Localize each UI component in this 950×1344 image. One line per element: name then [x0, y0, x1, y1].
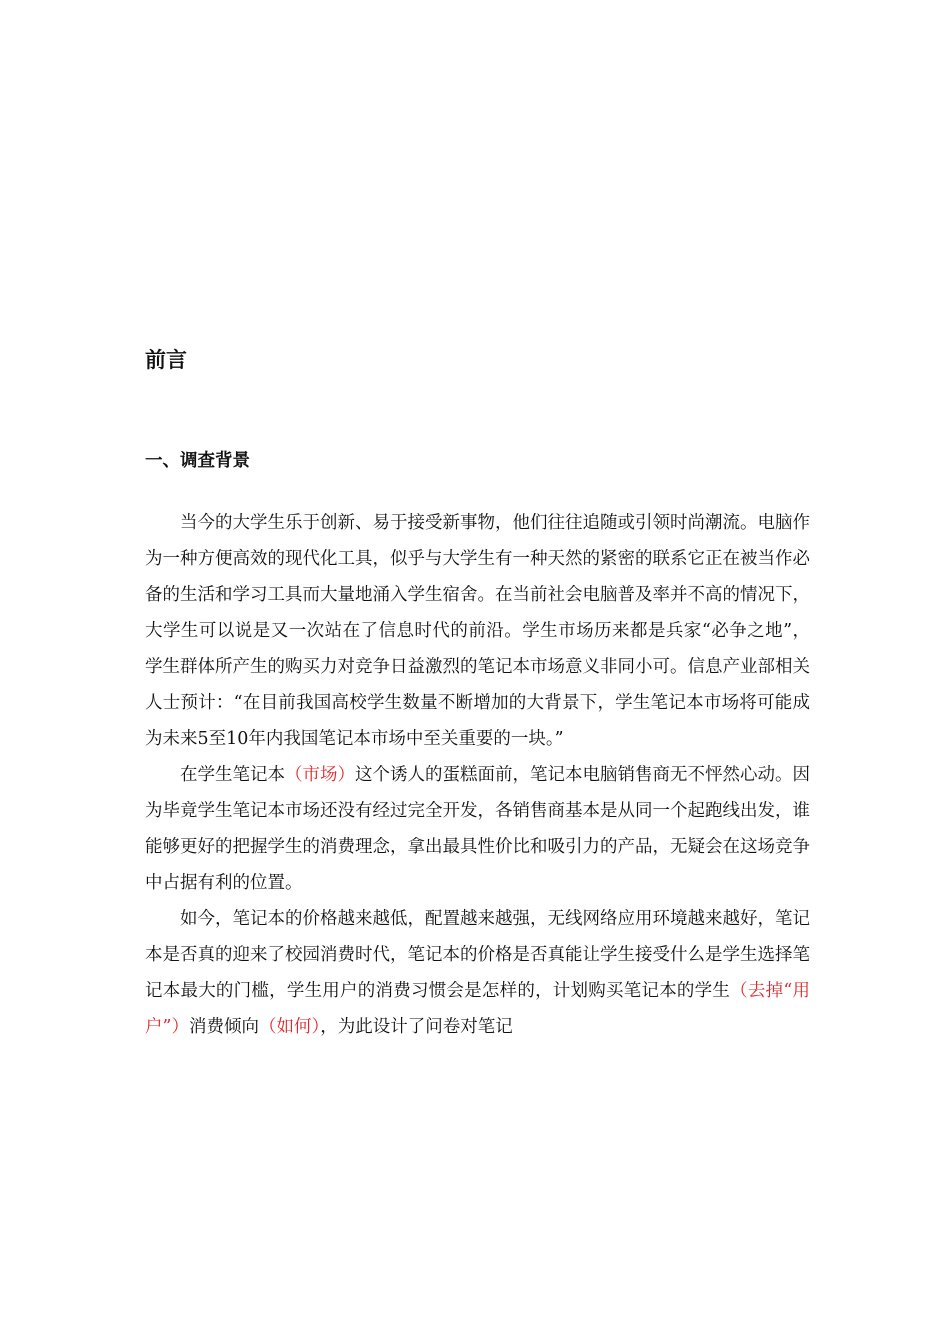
paragraph-background: [145, 505, 810, 757]
paragraph-text: 这个诱人的蛋糕面前，笔记本电脑销售商无不怦然心动。因为毕竟学生笔记本市场还没有经过完全开发，各销售商基本是从同一个起跑线出发，谁能够更好的把握学生的消费理念，拿出最具性价比和吸引力的产品，无疑会在这场竞争中占据有利的位置。: [145, 765, 810, 893]
body-text: [145, 505, 810, 1045]
paragraph-consumption: [145, 901, 810, 1045]
edit-annotation: （市场）: [285, 765, 355, 785]
paragraph-text: 消费倾向: [188, 1017, 259, 1037]
paragraph-text: 如今，笔记本的价格越来越低，配置越来越强，无线网络应用环境越来越好，笔记本是否真的迎来了校园消费时代，笔记本的价格是否真能让学生接受什么是学生选择笔记本最大的门槛，学生用户的消费习惯会是怎样的，计划购买笔记本的学生: [145, 909, 810, 1001]
paragraph-market: [145, 757, 810, 901]
paragraph-text: 当今的大学生乐于创新、易于接受新事物，他们往往追随或引领时尚潮流。电脑作为一种方便高效的现代化工具，似乎与大学生有一种天然的紧密的联系它正在被当作必备的生活和学习工具而大量地涌入学生宿舍。在当前社会电脑普及率并不高的情况下，大学生可以说是又一次站在了信息时代的前沿。学生市场历来都是兵家“必争之地”，学生群体所产生的购买力对竞争日益激烈的笔记本市场意义非同小可。信息产业部相关人士预计：“在目前我国高校学生数量不断增加的大背景下，学生笔记本市场将可能成为未来5至10年内我国笔记本市场中至关重要的一块。”: [145, 513, 810, 749]
paragraph-text: ，为此设计了问卷对笔记: [320, 1017, 513, 1037]
section-heading: 一、调查背景: [145, 451, 250, 471]
paragraph-text: 在学生笔记本: [180, 765, 285, 785]
edit-annotation: （如何）: [258, 1017, 321, 1037]
edit-annotation: （去掉“用户”）: [145, 981, 810, 1037]
page-title: 前言: [145, 348, 187, 372]
